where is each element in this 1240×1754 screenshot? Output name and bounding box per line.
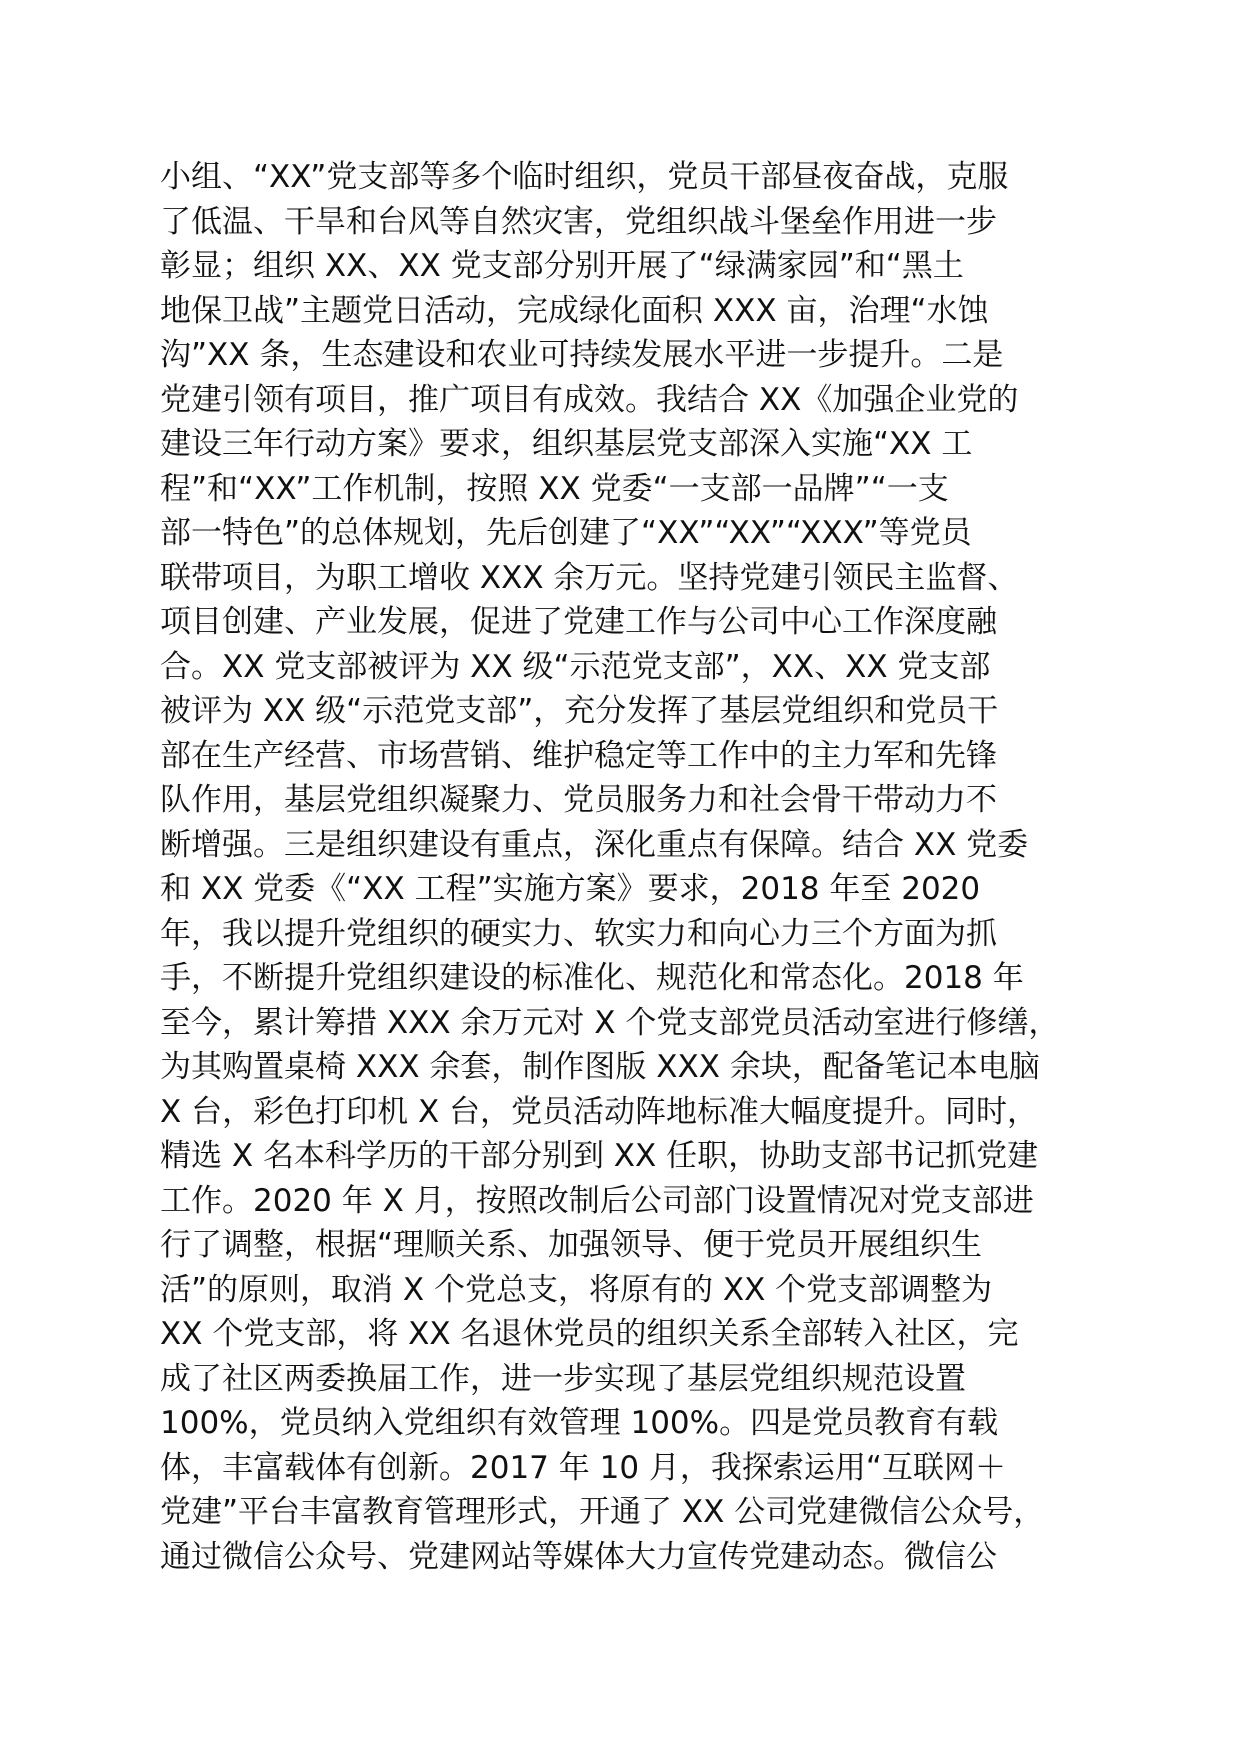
text-line: 项目创建、产业发展，促进了党建工作与公司中心工作深度融 <box>160 604 997 640</box>
text-line: 成了社区两委换届工作，进一步实现了基层党组织规范设置 <box>160 1360 966 1397</box>
text-line: 小组、“XX”党支部等多个临时组织，党员干部昼夜奋战，克服 <box>160 159 1009 195</box>
text-line: 行了调整，根据“理顺关系、加强领导、便于党员开展组织生 <box>160 1227 983 1263</box>
text-line: 断增强。三是组织建设有重点，深化重点有保障。结合 XX 党委 <box>160 826 1029 863</box>
text-line: 精选 X 名本科学历的干部分别到 XX 任职，协助支部书记抓党建 <box>160 1138 1039 1174</box>
text-line: 体，丰富载体有创新。2017 年 10 月，我探索运用“互联网＋ <box>160 1449 1006 1486</box>
text-line: 程”和“XX”工作机制，按照 XX 党委“一支部一品牌”“一支 <box>160 470 949 507</box>
text-line: 年，我以提升党组织的硬实力、软实力和向心力三个方面为抓 <box>160 915 997 952</box>
text-line: 沟”XX 条，生态建设和农业可持续发展水平进一步提升。二是 <box>160 337 1004 373</box>
text-line: 手，不断提升党组织建设的标准化、规范化和常态化。2018 年 <box>160 960 1024 996</box>
text-line: XX 个党支部，将 XX 名退休党员的组织关系全部转入社区，完 <box>160 1316 1019 1352</box>
text-line: 和 XX 党委《“XX 工程”实施方案》要求，2018 年至 2020 <box>160 871 981 907</box>
text-line: 队作用，基层党组织凝聚力、党员服务力和社会骨干带动力不 <box>160 782 997 818</box>
text-line: 活”的原则，取消 X 个党总支，将原有的 XX 个党支部调整为 <box>160 1271 993 1308</box>
text-line: 被评为 XX 级“示范党支部”，充分发挥了基层党组织和党员干 <box>160 693 999 729</box>
text-line: X 台，彩色打印机 X 台，党员活动阵地标准大幅度提升。同时， <box>160 1093 1039 1130</box>
body-paragraph <box>160 155 1120 1579</box>
text-line: 党建引领有项目，推广项目有成效。我结合 XX《加强企业党的 <box>160 381 1019 418</box>
text-line: 合。XX 党支部被评为 XX 级“示范党支部”，XX、XX 党支部 <box>160 648 991 685</box>
text-line: 了低温、干旱和台风等自然灾害，党组织战斗堡垒作用进一步 <box>160 203 997 240</box>
text-line: 工作。2020 年 X 月，按照改制后公司部门设置情况对党支部进 <box>160 1182 1034 1219</box>
text-line: 联带项目，为职工增收 XXX 余万元。坚持党建引领民主监督、 <box>160 559 1019 596</box>
text-line: 100%，党员纳入党组织有效管理 100%。四是党员教育有载 <box>160 1405 999 1441</box>
text-line: 部在生产经营、市场营销、维护稳定等工作中的主力军和先锋 <box>160 737 997 774</box>
text-line: 地保卫战”主题党日活动，完成绿化面积 XXX 亩，治理“水蚀 <box>160 292 989 329</box>
text-line: 至今，累计筹措 XXX 余万元对 X 个党支部党员活动室进行修缮， <box>160 1004 1060 1041</box>
text-line: 建设三年行动方案》要求，组织基层党支部深入实施“XX 工 <box>160 426 973 462</box>
text-line: 彰显；组织 XX、XX 党支部分别开展了“绿满家园”和“黑土 <box>160 248 964 284</box>
text-line: 部一特色”的总体规划，先后创建了“XX”“XX”“XXX”等党员 <box>160 515 972 551</box>
text-line: 为其购置桌椅 XXX 余套，制作图版 XXX 余块，配备笔记本电脑 <box>160 1049 1040 1085</box>
text-line: 通过微信公众号、党建网站等媒体大力宣传党建动态。微信公 <box>160 1538 997 1575</box>
text-line: 党建”平台丰富教育管理形式，开通了 XX 公司党建微信公众号， <box>160 1494 1045 1530</box>
